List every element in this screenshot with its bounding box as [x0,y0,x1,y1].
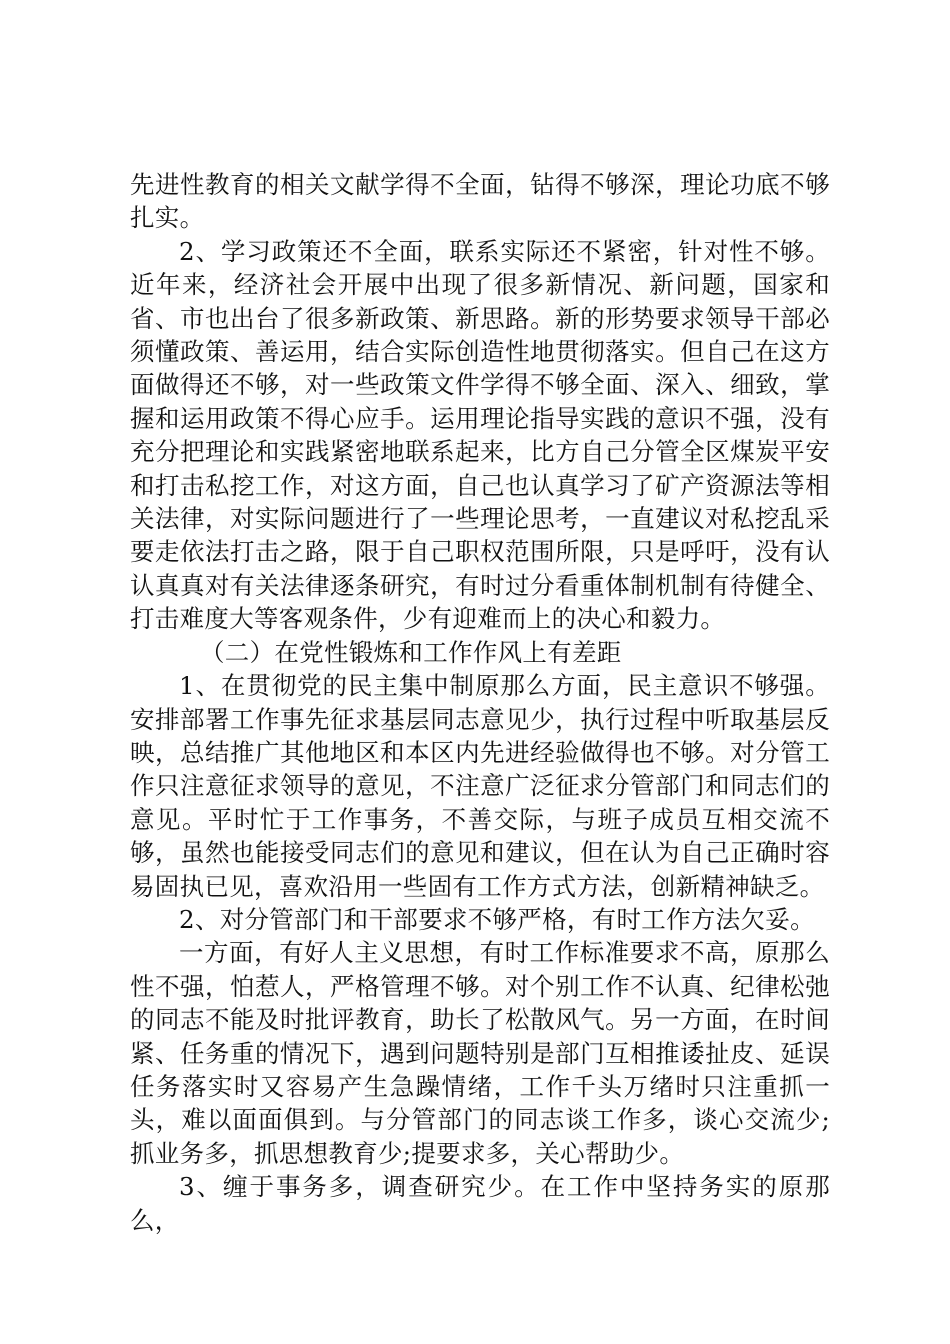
paragraph-policy-study: 2、学习政策还不全面，联系实际还不紧密，针对性不够。近年来，经济社会开展中出现了很多新情况、新问题，国家和省、市也出台了很多新政策、新思路。新的形势要求领导干部必须懂政策、善运用，结合实际创造性地贯彻落实。但自己在这方面做得还不够，对一些政策文件学得不够全面、深入、细致，掌握和运用政策不得心应手。运用理论指导实践的意识不强，没有充分把理论和实践紧密地联系起来，比方自己分管全区煤炭平安和打击私挖工作，对这方面，自己也认真学习了矿产资源法等相关法律，对实际问题进行了一些理论思考，一直建议对私挖乱采要走依法打击之路，限于自己职权范围所限，只是呼吁，没有认认真真对有关法律逐条研究，有时过分看重体制机制有待健全、打击难度大等客观条件，少有迎难而上的决心和毅力。 [130,236,830,634]
paragraph-strictness-heading: 2、对分管部门和干部要求不够严格，有时工作方法欠妥。 [179,904,815,934]
paragraph-democratic-centralism: 1、在贯彻党的民主集中制原那么方面，民主意识不够强。安排部署工作事先征求基层同志意见少，执行过程中听取基层反映，总结推广其他地区和本区内先进经验做得也不够。对分管工作只注意征求领导的意见，不注意广泛征求分管部门和同志们的意见。平时忙于工作事务，不善交际，与班子成员互相交流不够，虽然也能接受同志们的意见和建议，但在认为自己正确时容易固执已见，喜欢沿用一些固有工作方式方法，创新精神缺乏。 [130,671,830,901]
paragraph-research: 3、缠于事务多，调查研究少。在工作中坚持务实的原那么， [130,1172,830,1235]
paragraph-intro-continuation: 先进性教育的相关文献学得不全面，钻得不够深，理论功底不够扎实。 [130,170,830,233]
section-heading-party-spirit: （二）在党性锻炼和工作作风上有差距 [200,637,622,667]
paragraph-strictness-detail: 一方面，有好人主义思想，有时工作标准要求不高，原那么性不强，怕惹人，严格管理不够。对个别工作不认真、纪律松弛的同志不能及时批评教育，助长了松散风气。另一方面，在时间紧、任务重的情况下，遇到问题特别是部门互相推诿扯皮、延误任务落实时又容易产生急躁情绪，工作千头万绪时只注重抓一头，难以面面俱到。与分管部门的同志谈工作多，谈心交流少;抓业务多，抓思想教育少;提要求多，关心帮助少。 [130,938,830,1168]
document-page [130,168,830,1237]
